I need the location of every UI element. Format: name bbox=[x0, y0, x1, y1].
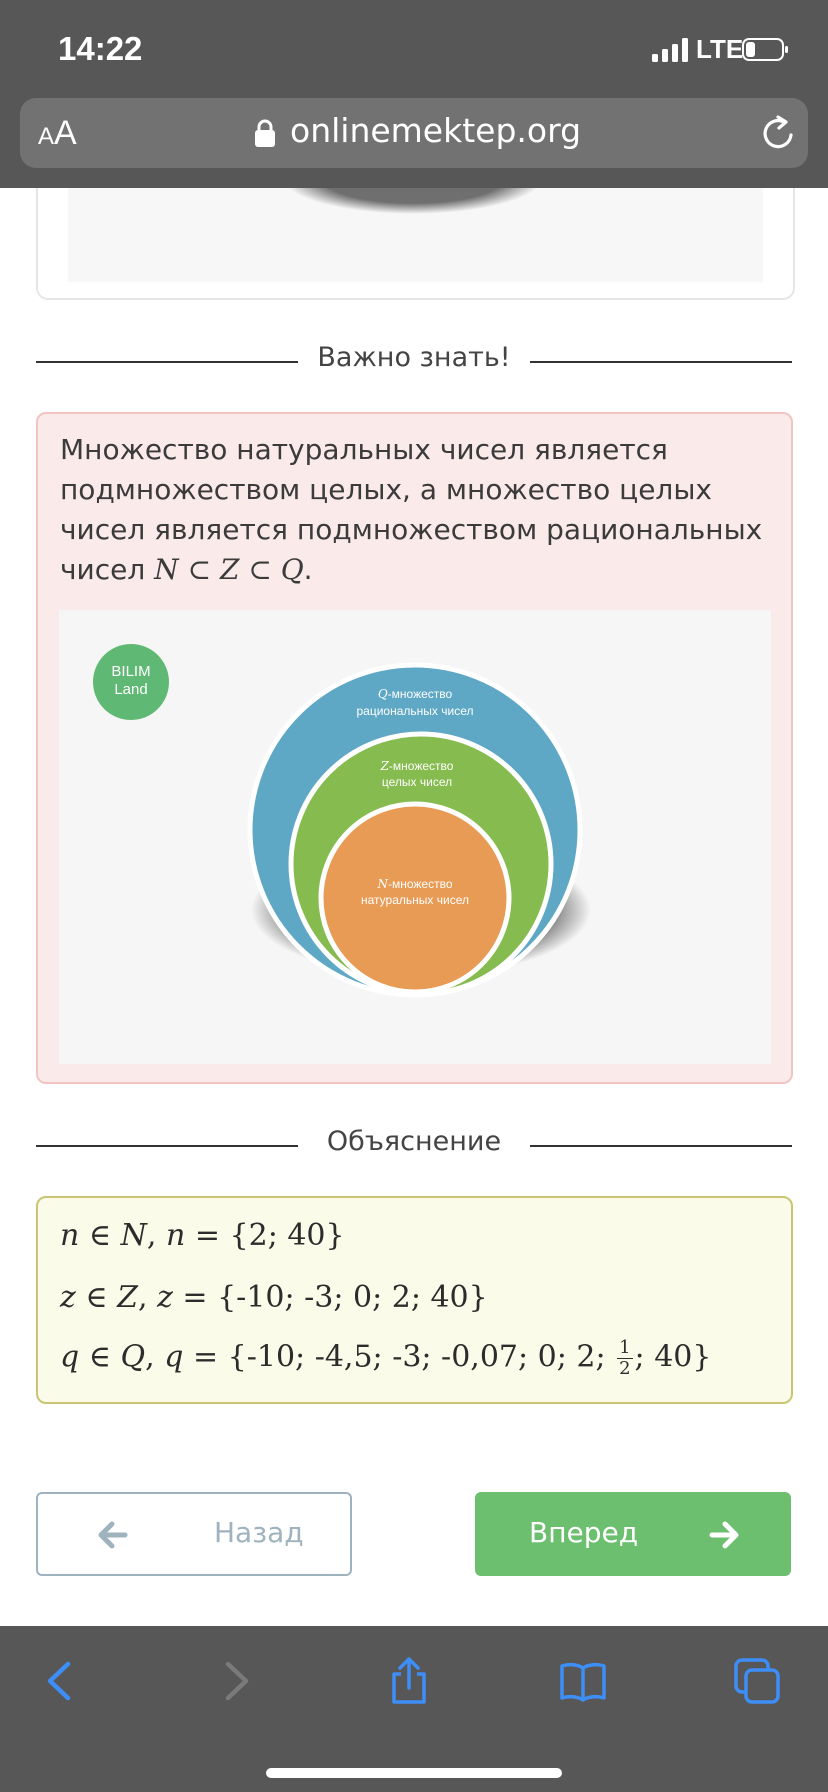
arrow-right-icon bbox=[709, 1520, 739, 1550]
explanation-heading: Объяснение bbox=[326, 1126, 502, 1157]
address-bar[interactable] bbox=[20, 98, 808, 168]
logo-text-1: BILIM bbox=[111, 663, 151, 680]
back-button[interactable] bbox=[36, 1492, 352, 1576]
lock-icon bbox=[254, 118, 276, 148]
important-card bbox=[36, 412, 793, 1084]
explanation-line-n: n ∈ N, n = {2; 40} bbox=[60, 1218, 345, 1253]
signal-icon bbox=[652, 38, 692, 62]
important-divider bbox=[36, 342, 792, 382]
explanation-line-q: q ∈ Q, q = {-10; -4,5; -3; -0,07; 0; 2; $\frac{1}{2}$ ; 40} bbox=[60, 1337, 712, 1379]
back-nav-icon[interactable] bbox=[36, 1656, 86, 1706]
status-time: 14:22 bbox=[58, 30, 143, 67]
set-n-label-2: натуральных чисел bbox=[361, 893, 469, 907]
logo-text-2: Land bbox=[114, 681, 148, 698]
important-text: Множество натуральных чисел является подмножеством целых, а множество целых чисел является подмножеством рациональных чисел N ⊂ Z ⊂ Q. bbox=[60, 433, 763, 586]
tabs-icon[interactable] bbox=[732, 1656, 782, 1706]
forward-nav-icon[interactable] bbox=[210, 1656, 260, 1706]
explanation-divider bbox=[36, 1126, 792, 1166]
set-q-label-2: рациональных чисел bbox=[356, 704, 474, 718]
sets-diagram bbox=[59, 610, 771, 1064]
explanation-line-z: z ∈ Z, z = {-10; -3; 0; 2; 40} bbox=[60, 1280, 488, 1315]
browser-top-bar bbox=[0, 0, 828, 188]
set-n-label-1: N-множество bbox=[377, 877, 453, 891]
share-icon[interactable] bbox=[384, 1656, 434, 1706]
back-button-label: Назад bbox=[214, 1516, 304, 1549]
text-size-button[interactable]: AA bbox=[38, 114, 77, 152]
set-z-label-1: Z-множество bbox=[380, 759, 454, 773]
next-button[interactable] bbox=[475, 1492, 791, 1576]
browser-bottom-toolbar bbox=[0, 1626, 828, 1792]
battery-icon bbox=[742, 38, 788, 61]
explanation-card bbox=[36, 1196, 793, 1404]
important-heading: Важно знать! bbox=[317, 342, 511, 373]
arrow-left-icon bbox=[98, 1520, 128, 1550]
sets-diagram-svg bbox=[59, 610, 771, 1064]
reload-icon[interactable] bbox=[758, 113, 798, 153]
home-indicator bbox=[266, 1768, 562, 1778]
url-text[interactable]: onlinemektep.org bbox=[290, 111, 582, 150]
next-button-label: Вперед bbox=[529, 1516, 639, 1549]
network-label: LTE bbox=[696, 34, 744, 64]
set-q-label-1: Q-множество bbox=[377, 687, 453, 701]
set-z-label-2: целых чисел bbox=[381, 775, 453, 789]
fraction-one-half: $\frac{1}{2}$ bbox=[619, 1337, 631, 1379]
bookmarks-icon[interactable] bbox=[558, 1656, 608, 1706]
